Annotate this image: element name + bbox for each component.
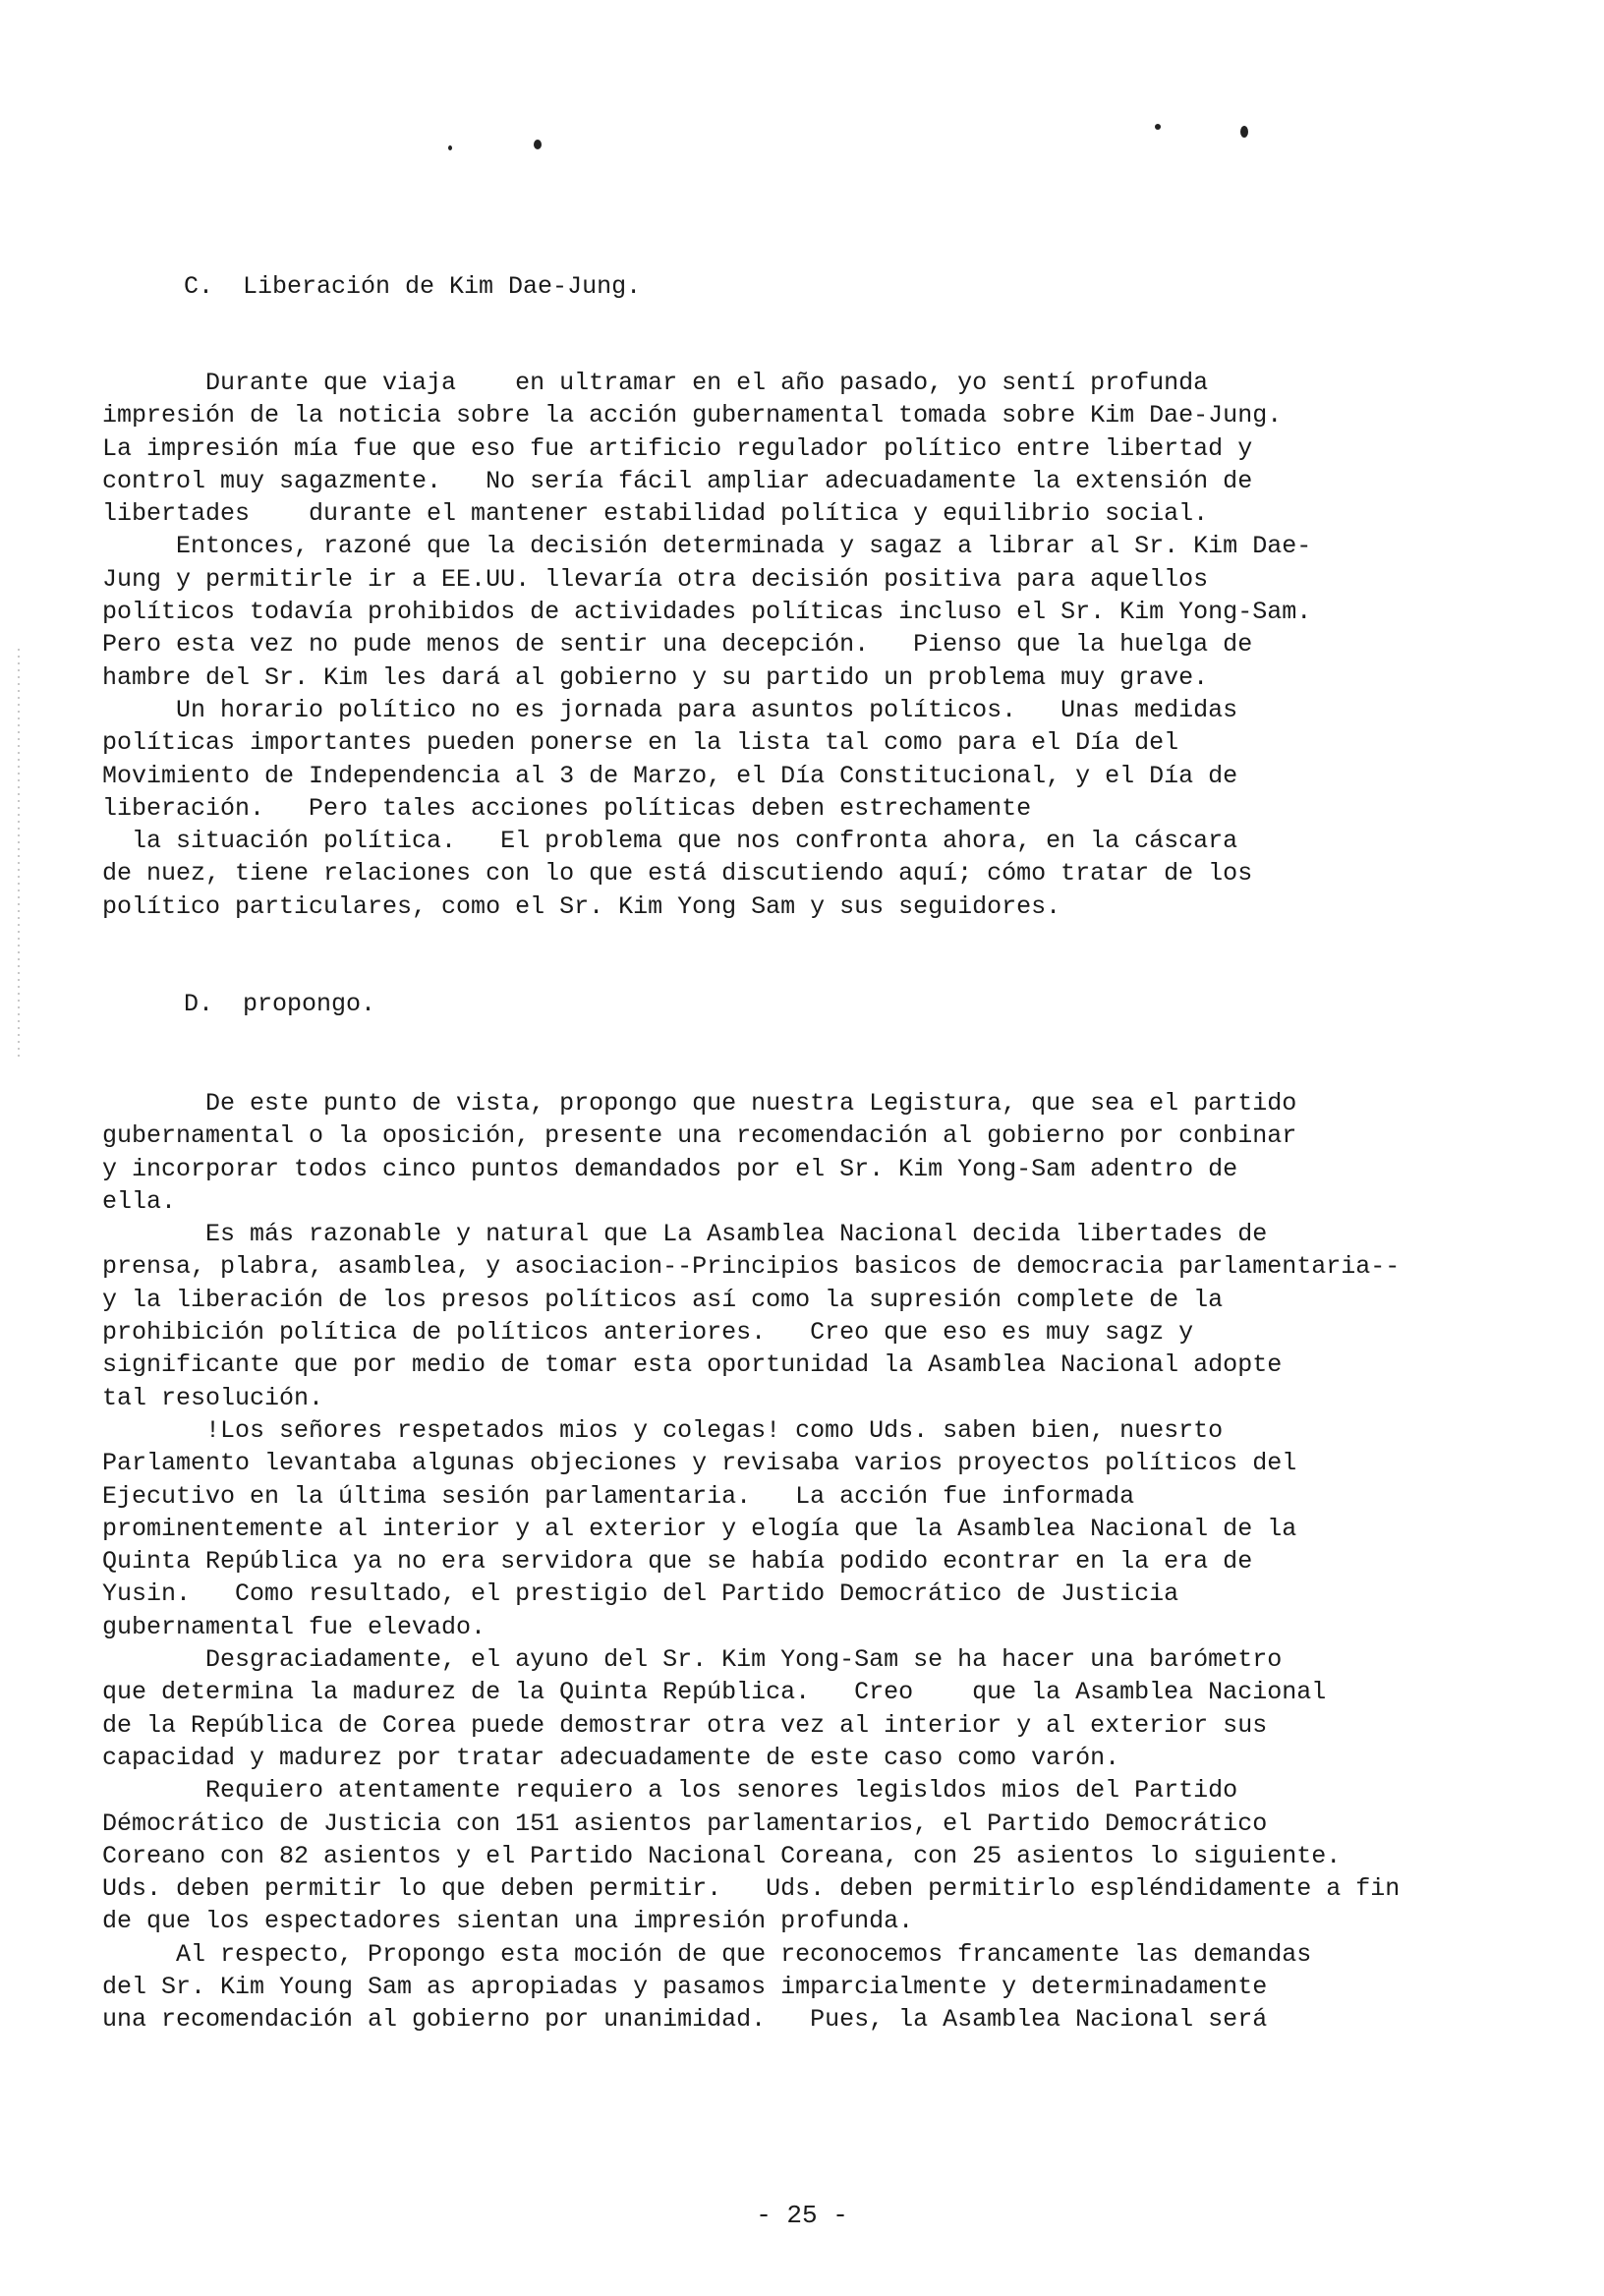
text-line: capacidad y madurez por tratar adecuadamente de este caso como varón. [102,1743,1120,1772]
text-line: Yusin. Como resultado, el prestigio del Partido Democrático de Justicia [102,1579,1179,1609]
text-line: que determina la madurez de la Quinta República. Creo que la Asamblea Nacional [102,1678,1327,1707]
text-line: gubernamental fue elevado. [102,1612,487,1641]
text-line: de nuez, tiene relaciones con lo que está discutiendo aquí; cómo tratar de los [102,859,1253,889]
page-number: - 25 - [756,2201,848,2230]
text-line: Entonces, razoné que la decisión determinada y sagaz a librar al Sr. Kim Dae- [102,532,1312,561]
text-line: del Sr. Kim Young Sam as apropiadas y pasamos imparcialmente y determinadamente [102,1973,1268,2002]
text-line: Coreano con 82 asientos y el Partido Nacional Coreana, con 25 asientos lo siguiente. [102,1841,1342,1870]
text-line: Uds. deben permitir lo que deben permitir. Uds. deben permitirlo espléndidamente a fin [102,1874,1401,1904]
scan-speck [534,140,542,149]
text-line: Desgraciadamente, el ayuno del Sr. Kim Yong-Sam se ha hacer una barómetro [102,1645,1283,1675]
text-line: tal resolución. [102,1383,324,1412]
text-line: prohibición política de políticos anteriores. Creo que eso es muy sagz y [102,1318,1194,1348]
section-d-body [102,1087,1400,2037]
text-line: Es más razonable y natural que La Asamblea Nacional decida libertades de [102,1220,1268,1249]
text-line: impresión de la noticia sobre la acción gubernamental tomada sobre Kim Dae-Jung. [102,401,1283,430]
text-line: significante que por medio de tomar esta oportunidad la Asamblea Nacional adopte [102,1350,1283,1380]
text-line: prominentemente al interior y al exterior y elogía que la Asamblea Nacional de la [102,1514,1297,1543]
text-line: De este punto de vista, propongo que nuestra Legistura, que sea el partido [102,1089,1297,1118]
text-line: gubernamental o la oposición, presente una recomendación al gobierno por conbinar [102,1121,1297,1151]
text-line: La impresión mía fue que eso fue artificio regulador político entre libertad y [102,433,1253,463]
text-line: Quinta República ya no era servidora que se había podido econtrar en la era de [102,1547,1253,1577]
section-c-heading: C. Liberación de Kim Dae-Jung. [184,272,642,301]
text-line: Pero esta vez no pude menos de sentir una decepción. Pienso que la huelga de [102,630,1253,660]
section-c-body [102,367,1311,923]
text-line: políticas importantes pueden ponerse en la lista tal como para el Día del [102,728,1179,758]
text-line: hambre del Sr. Kim les dará al gobierno y su partido un problema muy grave. [102,662,1209,692]
text-line: y incorporar todos cinco puntos demandados por el Sr. Kim Yong-Sam adentro de [102,1154,1238,1183]
text-line: libertades durante el mantener estabilidad política y equilibrio social. [102,499,1209,529]
text-line: Al respecto, Propongo esta moción de que reconocemos francamente las demandas [102,1939,1312,1969]
text-line: control muy sagazmente. No sería fácil ampliar adecuadamente la extensión de [102,466,1253,495]
text-line: y la liberación de los presos políticos así como la supresión complete de la [102,1285,1224,1314]
text-line: ella. [102,1186,177,1216]
text-line: Un horario político no es jornada para asuntos políticos. Unas medidas [102,695,1238,724]
text-line: político particulares, como el Sr. Kim Yong Sam y sus seguidores. [102,891,1061,921]
text-line: !Los señores respetados mios y colegas! como Uds. saben bien, nuesrto [102,1415,1224,1445]
text-line: políticos todavía prohibidos de actividades políticas incluso el Sr. Kim Yong-Sam. [102,598,1312,627]
text-line: Durante que viaja en ultramar en el año pasado, yo sentí profunda [102,369,1209,397]
text-line: de la República de Corea puede demostrar otra vez al interior y al exterior sus [102,1710,1268,1740]
text-line: Movimiento de Independencia al 3 de Marzo, el Día Constitucional, y el Día de [102,761,1238,790]
scan-margin-marks [18,649,20,1062]
text-line: de que los espectadores sientan una impresión profunda. [102,1907,914,1936]
text-line: Ejecutivo en la última sesión parlamentaria. La acción fue informada [102,1481,1135,1511]
text-line: una recomendación al gobierno por unanimidad. Pues, la Asamblea Nacional será [102,2005,1268,2035]
text-line: Requiero atentamente requiero a los senores legisldos mios del Partido [102,1776,1238,1806]
text-line: Jung y permitirle ir a EE.UU. llevaría otra decisión positiva para aquellos [102,564,1209,594]
text-line: prensa, plabra, asamblea, y asociacion--Principios basicos de democracia parlamentaria-- [102,1252,1401,1282]
text-line: liberación. Pero tales acciones políticas deben estrechamente [102,793,1032,823]
scan-speck [448,145,452,150]
text-line: Démocrático de Justicia con 151 asientos parlamentarios, el Partido Democrático [102,1808,1268,1838]
scan-speck [1155,124,1161,130]
section-d-heading: D. propongo. [184,990,376,1018]
scan-speck [1240,126,1248,138]
text-line: la situación política. El problema que nos confronta ahora, en la cáscara [102,827,1238,856]
text-line: Parlamento levantaba algunas objeciones y revisaba varios proyectos políticos del [102,1449,1297,1478]
